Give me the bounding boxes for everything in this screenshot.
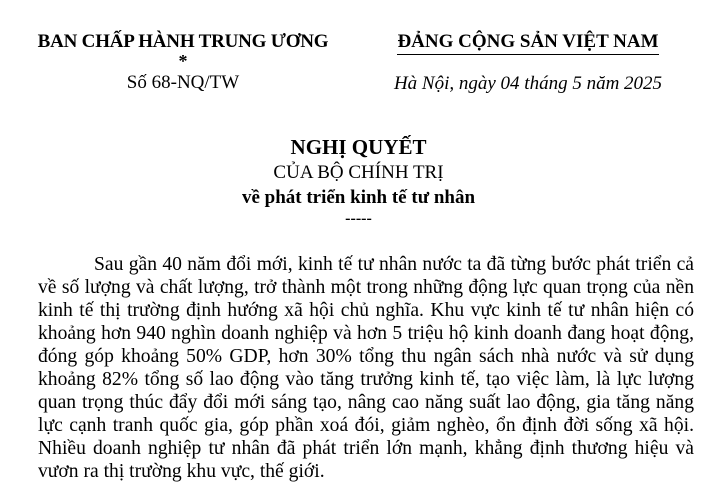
document-number: Số 68-NQ/TW (126, 72, 240, 93)
title-separator: ----- (345, 210, 372, 227)
issuer-name: BAN CHẤP HÀNH TRUNG ƯƠNG (37, 31, 329, 52)
title-block (0, 134, 703, 228)
place-date: Hà Nội, ngày 04 tháng 5 năm 2025 (393, 73, 663, 94)
document-subject: về phát triển kinh tế tư nhân (241, 187, 476, 208)
issuer-block (18, 30, 348, 96)
national-block (360, 30, 696, 97)
party-name: ĐẢNG CỘNG SẢN VIỆT NAM (397, 30, 658, 55)
document-issuing-body: CỦA BỘ CHÍNH TRỊ (273, 162, 444, 183)
document-title: NGHỊ QUYẾT (290, 135, 427, 159)
issuer-star: * (178, 51, 188, 71)
body-paragraph: Sau gần 40 năm đổi mới, kinh tế tư nhân nước ta đã từng bước phát triển cả về số lượng và chất lượng, trở thành một trong những động lực quan trọng của nền kinh tế thị trường định hướng xã hội chủ nghĩa. Khu vực kinh tế tư nhân hiện có khoảng hơn 940 nghìn doanh nghiệp và hơn 5 triệu hộ kinh doanh đang hoạt động, đóng góp khoảng 50% GDP, hơn 30% tổng thu ngân sách nhà nước và sử dụng khoảng 82% tổng số lao động vào tăng trưởng kinh tế, tạo việc làm, là lực lượng quan trọng thúc đẩy đổi mới sáng tạo, nâng cao năng suất lao động, gia tăng năng lực cạnh tranh quốc gia, góp phần xoá đói, giảm nghèo, ổn định đời sống xã hội. Nhiều doanh nghiệp tư nhân đã phát triển lớn mạnh, khẳng định thương hiệu và vươn ra thị trường khu vực, thế giới. (38, 254, 694, 482)
